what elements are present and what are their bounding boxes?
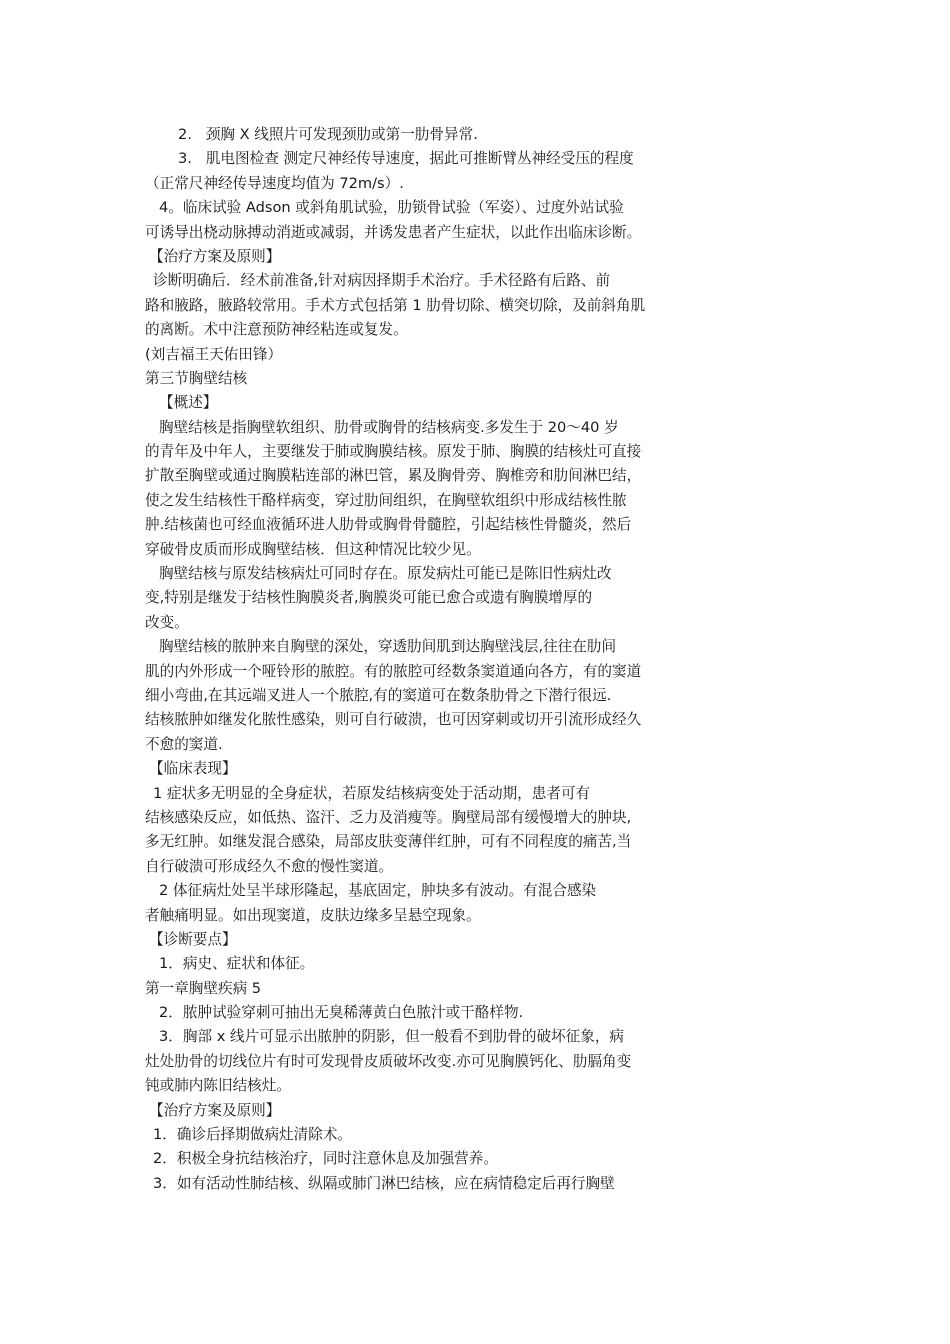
text-line: 诊断明确后．经术前准备,针对病因择期手术治疗。手术径路有后路、前	[153, 272, 611, 290]
text-line: 2．积极全身抗结核治疗，同时注意休息及加强营养。	[153, 1150, 498, 1168]
text-line: 【治疗方案及原则】	[149, 1101, 281, 1119]
text-line: 结核脓肿如继发化脓性感染，则可自行破溃，也可因穿刺或切开引流形成经久	[145, 711, 642, 729]
text-line: 第一章胸壁疾病 5	[145, 979, 262, 997]
text-line: 多无红肿。如继发混合感染，局部皮肤变薄伴红肿，可有不同程度的痛苦,当	[145, 833, 632, 851]
text-line: 2．脓肿试验穿刺可抽出无臭稀薄黄白色脓汁或干酪样物.	[159, 1004, 524, 1022]
text-line: 【临床表现】	[149, 760, 237, 778]
text-line: （正常尺神经传导速度均值为 72m/s）.	[145, 174, 404, 192]
text-line: 【概述】	[159, 394, 218, 412]
text-line: 的青年及中年人，主要继发于肺或胸膜结核。原发于肺、胸膜的结核灶可直接	[145, 443, 642, 461]
text-line: 使之发生结核性干酪样病变，穿过肋间组织，在胸壁软组织中形成结核性脓	[145, 491, 627, 509]
text-line: 肌的内外形成一个哑铃形的脓腔。有的脓腔可经数条窦道通向各方，有的窦道	[145, 662, 642, 680]
text-line: 扩散至胸壁或通过胸膜粘连部的淋巴管，累及胸骨旁、胸椎旁和肋间淋巴结，	[145, 467, 642, 485]
text-line: 【诊断要点】	[149, 930, 237, 948]
text-line: 1．病史、症状和体征。	[159, 955, 315, 973]
text-line: 2 体征病灶处呈半球形隆起，基底固定，肿块多有波动。有混合感染	[159, 882, 597, 900]
text-line: 不愈的窦道.	[145, 735, 223, 753]
text-line: 改变。	[145, 613, 189, 631]
text-line: (刘吉福王天佑田锋）	[145, 345, 283, 363]
text-line: 3．如有活动性肺结核、纵隔或肺门淋巴结核，应在病情稳定后再行胸壁	[153, 1174, 615, 1192]
text-line: 路和腋路，腋路较常用。手术方式包括第 1 肋骨切除、横突切除，及前斜角肌	[145, 296, 646, 314]
text-line: 1 症状多无明显的全身症状，若原发结核病变处于活动期，患者可有	[153, 784, 591, 802]
text-line: 【治疗方案及原则】	[149, 247, 281, 265]
text-line: 3．胸部 x 线片可显示出脓肿的阴影，但一般看不到肋骨的破坏征象，病	[159, 1028, 625, 1046]
text-line: 胸壁结核与原发结核病灶可同时存在。原发病灶可能已是陈旧性病灶改	[159, 565, 612, 583]
text-line: 的离断。术中注意预防神经粘连或复发。	[145, 321, 408, 339]
text-line: 胸壁结核是指胸壁软组织、肋骨或胸骨的结核病变.多发生于 20～40 岁	[159, 418, 619, 436]
text-line: 3. 肌电图检查 测定尺神经传导速度，据此可推断臂丛神经受压的程度	[178, 150, 634, 168]
text-line: 变,特别是继发于结核性胸膜炎者,胸膜炎可能已愈合或遗有胸膜增厚的	[145, 589, 593, 607]
text-line: 2. 颈胸 X 线照片可发现颈肋或第一肋骨异常.	[178, 126, 478, 143]
text-line: 胸壁结核的脓肿来自胸壁的深处，穿透肋间肌到达胸壁浅层,往往在肋间	[159, 638, 617, 656]
text-line: 细小弯曲,在其远端叉进人一个脓腔,有的窦道可在数条肋骨之下潜行很远.	[145, 686, 612, 704]
text-line: 4。临床试验 Adson 或斜角肌试验，肋锁骨试验（军姿）、过度外站试验	[159, 199, 624, 217]
text-line: 结核感染反应，如低热、盗汗、乏力及消瘦等。胸壁局部有缓慢增大的肿块,	[145, 808, 632, 826]
text-line: 者触痛明显。如出现窦道，皮肤边缘多呈悬空现象。	[145, 906, 481, 924]
text-line: 1．确诊后择期做病灶清除术。	[153, 1126, 353, 1144]
text-line: 第三节胸壁结核	[145, 369, 248, 387]
text-line: 可诱导出桡动脉搏动消逝或减弱，并诱发患者产生症状，以此作出临床诊断。	[145, 223, 642, 241]
text-line: 穿破骨皮质而形成胸壁结核．但这种情况比较少见。	[145, 540, 481, 558]
text-line: 钝或肺内陈旧结核灶。	[145, 1077, 291, 1095]
text-line: 自行破溃可形成经久不愈的慢性窦道。	[145, 857, 394, 875]
document-body	[145, 123, 725, 1196]
text-line: 灶处肋骨的切线位片有时可发现骨皮质破坏改变.亦可见胸膜钙化、肋膈角变	[145, 1052, 632, 1070]
text-line: 肿.结核菌也可经血液循环进人肋骨或胸骨骨髓腔，引起结核性骨髓炎，然后	[145, 516, 632, 534]
